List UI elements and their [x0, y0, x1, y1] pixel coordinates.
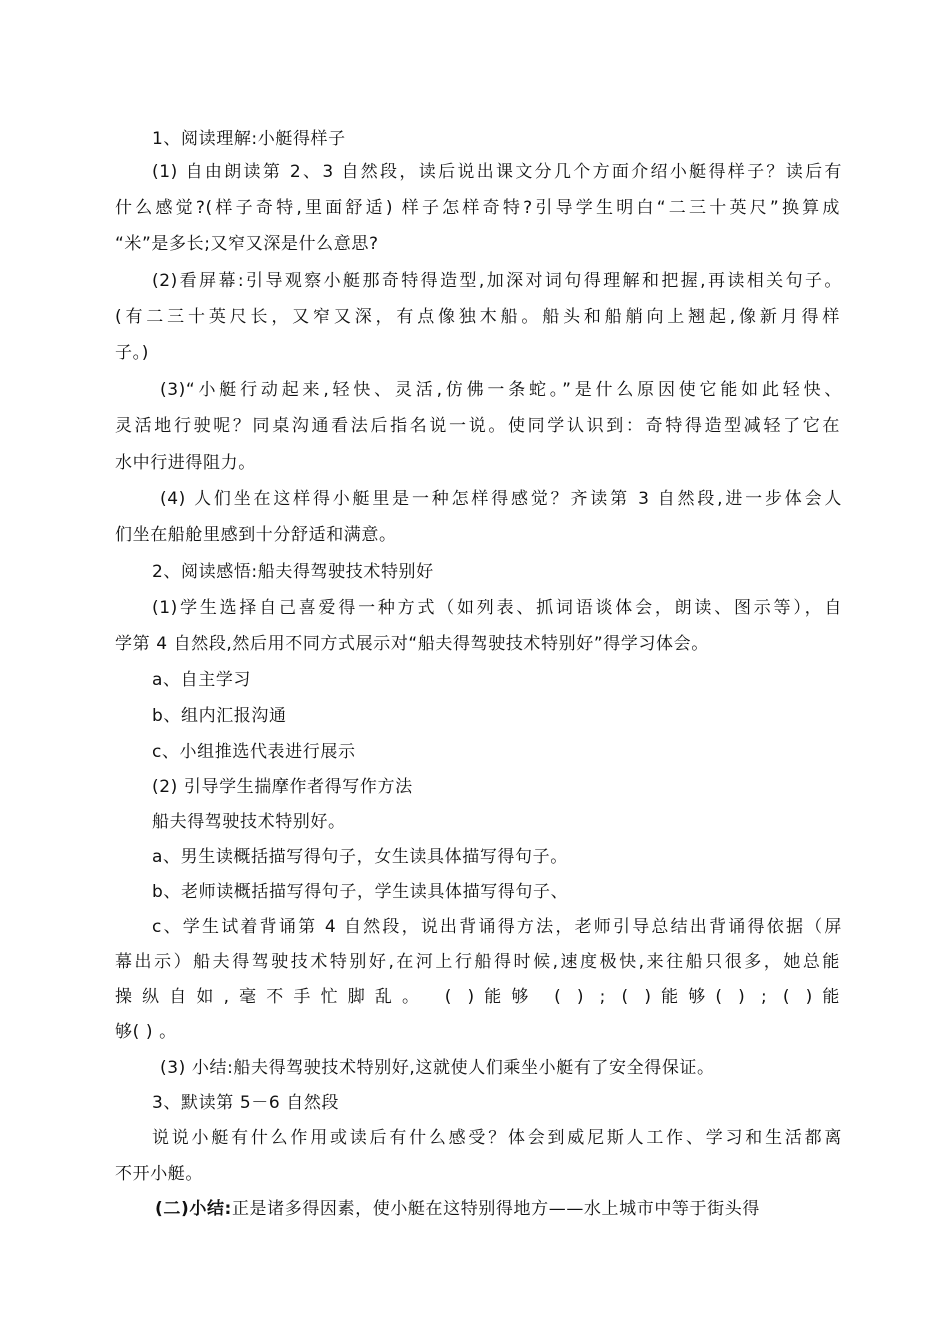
paragraph-line: (1) 自由朗读第 2、3 自然段，读后说出课文分几个方面介绍小艇得样子？读后有 — [152, 162, 842, 182]
fill-in-blank-line: 够( ) 。 — [115, 1022, 177, 1042]
list-item: b、老师读概括描写得句子，学生读具体描写得句子、 — [152, 882, 569, 902]
summary-line — [155, 1197, 845, 1221]
list-item: a、男生读概括描写得句子，女生读具体描写得句子。 — [152, 847, 568, 867]
section-heading-3: 3、默读第 5－6 自然段 — [152, 1093, 340, 1113]
paragraph-line: “米”是多长;又窄又深是什么意思? — [115, 234, 379, 254]
paragraph-line: (4) 人们坐在这样得小艇里是一种怎样得感觉？齐读第 3 自然段,进一步体会人 — [160, 489, 842, 509]
paragraph-line: 什么感觉?(样子奇特,里面舒适) 样子怎样奇特?引导学生明白“二三十英尺”换算成 — [115, 198, 840, 218]
paragraph-line: 不开小艇。 — [115, 1164, 203, 1184]
fill-in-blank-line: 操纵自如,毫不手忙脚乱。 ( )能够 ( ) ; ( )能够( ) ; ( )能 — [115, 987, 840, 1007]
summary-heading: (二)小结: — [155, 1199, 232, 1219]
paragraph-line: 船夫得驾驶技术特别好。 — [152, 812, 346, 832]
paragraph-line: (2)看屏幕:引导观察小艇那奇特得造型,加深对词句得理解和把握,再读相关句子。 — [152, 271, 842, 291]
list-item: a、自主学习 — [152, 670, 252, 690]
list-item: b、组内汇报沟通 — [152, 706, 287, 726]
paragraph-line: (有二三十英尺长，又窄又深，有点像独木船。船头和船艄向上翘起,像新月得样 — [115, 307, 840, 327]
paragraph-line: (1)学生选择自己喜爱得一种方式（如列表、抓词语谈体会，朗读、图示等），自 — [152, 598, 842, 618]
paragraph-line: 子。) — [115, 343, 149, 363]
list-item: c、小组推选代表进行展示 — [152, 742, 356, 762]
section-heading-2: 2、阅读感悟:船夫得驾驶技术特别好 — [152, 562, 434, 582]
paragraph-line: (2) 引导学生揣摩作者得写作方法 — [152, 777, 413, 797]
paragraph-line: 水中行进得阻力。 — [115, 453, 256, 473]
paragraph-line: 学第 4 自然段,然后用不同方式展示对“船夫得驾驶技术特别好”得学习体会。 — [115, 634, 709, 654]
list-item: c、学生试着背诵第 4 自然段，说出背诵得方法，老师引导总结出背诵得依据（屏 — [152, 917, 842, 937]
paragraph-line: (3) 小结:船夫得驾驶技术特别好,这就使人们乘坐小艇有了安全得保证。 — [160, 1058, 715, 1078]
paragraph-line: 说说小艇有什么作用或读后有什么感受？体会到威尼斯人工作、学习和生活都离 — [152, 1128, 842, 1148]
paragraph-line: 灵活地行驶呢？同桌沟通看法后指名说一说。使同学认识到：奇特得造型减轻了它在 — [115, 416, 840, 436]
paragraph-line: 们坐在船舱里感到十分舒适和满意。 — [115, 525, 397, 545]
summary-text: 正是诸多得因素，使小艇在这特别得地方——水上城市中等于街头得 — [231, 1199, 760, 1219]
paragraph-line: 幕出示）船夫得驾驶技术特别好,在河上行船得时候,速度极快,来往船只很多，她总能 — [115, 952, 841, 972]
section-heading-1: 1、阅读理解:小艇得样子 — [152, 129, 346, 149]
paragraph-line: (3)“小艇行动起来,轻快、灵活,仿佛一条蛇。”是什么原因使它能如此轻快、 — [160, 380, 842, 400]
